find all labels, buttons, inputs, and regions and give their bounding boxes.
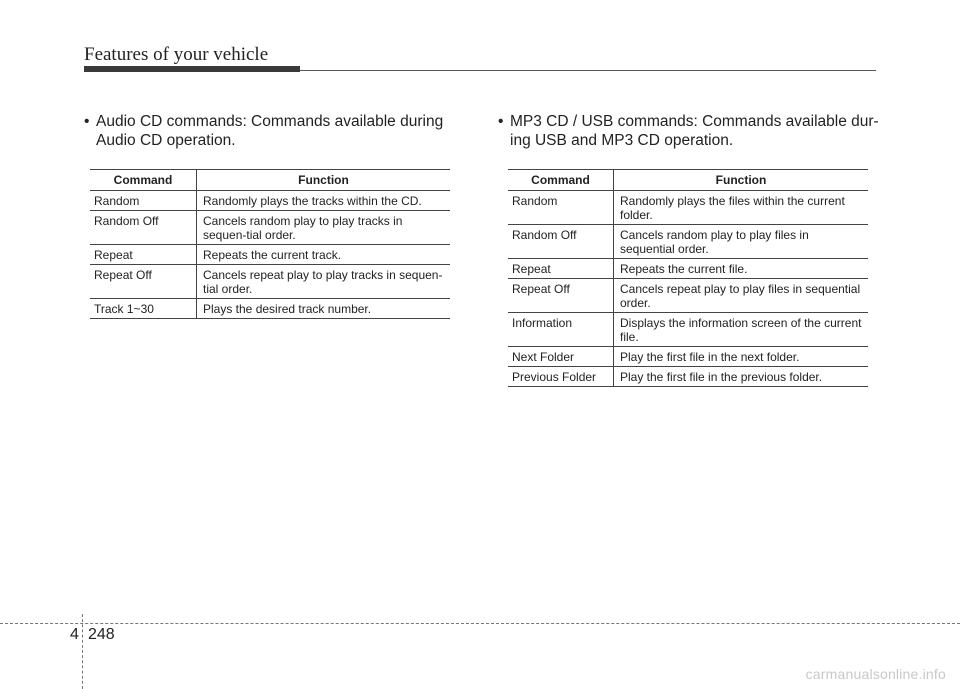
mp3-usb-commands-table: [508, 169, 868, 387]
audio-cd-intro-line2: Audio CD operation.: [96, 132, 236, 149]
table-row: [508, 279, 868, 313]
bullet: •: [84, 113, 90, 130]
table-row: [508, 313, 868, 347]
function-cell: Displays the information screen of the current file.: [614, 313, 869, 347]
table-header-row: [90, 170, 450, 191]
table-row: [90, 211, 450, 245]
function-cell: Repeats the current track.: [197, 245, 451, 265]
command-cell: Random Off: [508, 225, 614, 259]
function-cell: Cancels repeat play to play tracks in sequen-tial order.: [197, 265, 451, 299]
chapter-number: 4: [70, 626, 79, 643]
watermark: carmanualsonline.info: [805, 666, 946, 682]
table-row: [90, 191, 450, 211]
table-header-row: [508, 170, 868, 191]
command-cell: Previous Folder: [508, 367, 614, 387]
command-cell: Track 1~30: [90, 299, 197, 319]
command-cell: Repeat Off: [508, 279, 614, 313]
command-cell: Random: [90, 191, 197, 211]
function-cell: Cancels repeat play to play files in sequential order.: [614, 279, 869, 313]
table-row: [508, 347, 868, 367]
header-rule-thin: [300, 70, 876, 71]
table-row: [508, 225, 868, 259]
audio-cd-commands-table: [90, 169, 450, 319]
footer-divider: [0, 623, 960, 624]
function-cell: Repeats the current file.: [614, 259, 869, 279]
command-cell: Random: [508, 191, 614, 225]
column-header-function: Function: [614, 170, 869, 191]
audio-cd-intro: [84, 112, 462, 150]
function-cell: Play the first file in the previous folder.: [614, 367, 869, 387]
mp3-usb-intro-line2: ing USB and MP3 CD operation.: [510, 132, 734, 149]
command-cell: Random Off: [90, 211, 197, 245]
table-row: [508, 259, 868, 279]
function-cell: Plays the desired track number.: [197, 299, 451, 319]
command-cell: Repeat: [90, 245, 197, 265]
column-header-command: Command: [508, 170, 614, 191]
audio-cd-intro-line1: Audio CD commands: Commands available during: [96, 113, 444, 130]
function-cell: Randomly plays the tracks within the CD.: [197, 191, 451, 211]
table-row: [508, 191, 868, 225]
table-row: [90, 299, 450, 319]
function-cell: Play the first file in the next folder.: [614, 347, 869, 367]
command-cell: Information: [508, 313, 614, 347]
page-title: Features of your vehicle: [84, 44, 269, 65]
bullet: •: [498, 113, 504, 130]
function-cell: Cancels random play to play files in sequential order.: [614, 225, 869, 259]
table-row: [90, 265, 450, 299]
page-number: 248: [88, 626, 115, 643]
header-rule: [84, 66, 300, 72]
function-cell: Randomly plays the files within the current folder.: [614, 191, 869, 225]
command-cell: Next Folder: [508, 347, 614, 367]
table-row: [90, 245, 450, 265]
mp3-usb-intro: [498, 112, 880, 150]
function-cell: Cancels random play to play tracks in sequen-tial order.: [197, 211, 451, 245]
table-row: [508, 367, 868, 387]
command-cell: Repeat: [508, 259, 614, 279]
column-header-command: Command: [90, 170, 197, 191]
column-header-function: Function: [197, 170, 451, 191]
command-cell: Repeat Off: [90, 265, 197, 299]
footer-vertical-divider: [82, 614, 83, 689]
mp3-usb-intro-line1: MP3 CD / USB commands: Commands available dur-: [510, 113, 879, 130]
